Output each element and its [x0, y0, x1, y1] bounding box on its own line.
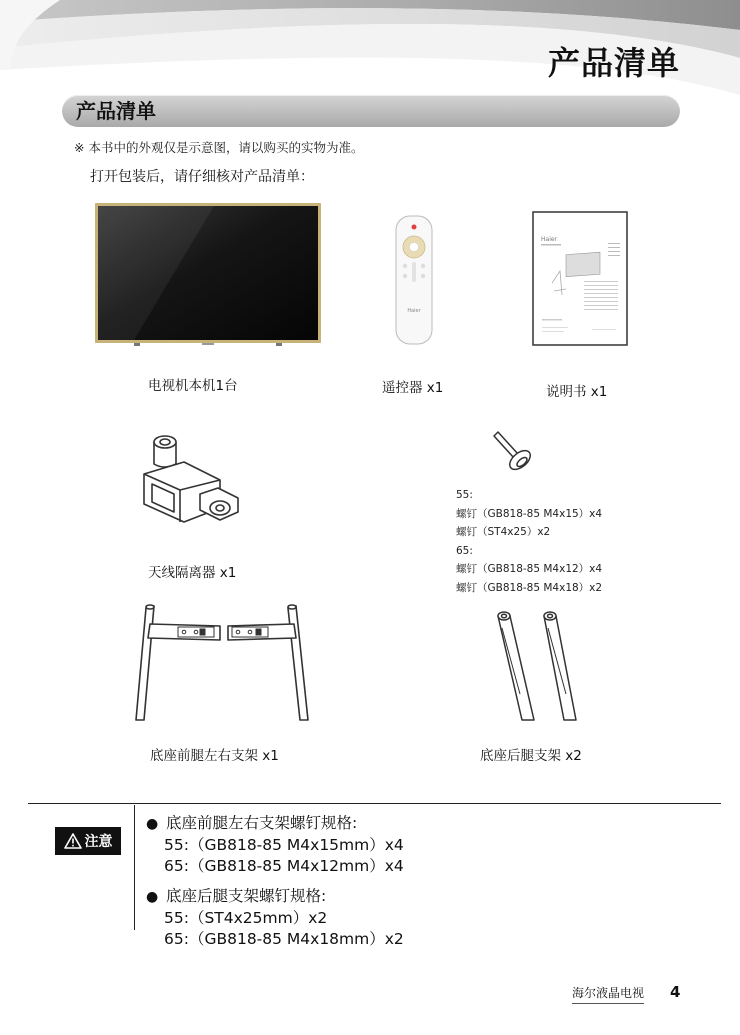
spec-line: 螺钉（GB818-85 M4x18）x2	[456, 581, 603, 594]
tv-illustration	[94, 202, 322, 348]
bullet-rear-65: 65:（GB818-85 M4x18mm）x2	[164, 930, 404, 948]
spec-line: 螺钉（ST4x25）x2	[456, 526, 551, 538]
screw-spec-list	[456, 486, 602, 597]
front-stand-illustration	[122, 600, 322, 724]
screw-illustration	[490, 430, 534, 472]
manual-brand-logo: Haier	[541, 236, 558, 243]
remote-brand-logo: Haier	[407, 308, 421, 314]
bullet-dot-icon: ●	[146, 816, 159, 832]
manual-illustration	[532, 211, 628, 346]
caption-front-stand: 底座前腿左右支架 x1	[150, 748, 279, 764]
bullet-rear-stand	[146, 885, 404, 950]
caption-rear-stand: 底座后腿支架 x2	[480, 748, 582, 764]
bullet-dot-icon: ●	[146, 889, 159, 905]
antenna-isolator-illustration	[140, 428, 244, 528]
footer-brand: 海尔液晶电视	[572, 984, 644, 1004]
remote-illustration	[392, 214, 436, 346]
bullet-front-55: 55:（GB818-85 M4x15mm）x4	[164, 836, 404, 854]
bullet-front-title: 底座前腿左右支架螺钉规格:	[166, 814, 358, 832]
bullet-rear-title: 底座后腿支架螺钉规格:	[166, 887, 327, 905]
instruction-text: 打开包装后，请仔细核对产品清单：	[90, 169, 314, 185]
spec-line: 螺钉（GB818-85 M4x12）x4	[456, 563, 603, 575]
spec-line: 55:	[456, 489, 473, 501]
warning-bullets	[146, 812, 404, 958]
caption-remote: 遥控器 x1	[382, 380, 444, 396]
disclaimer-note: ※ 本书中的外观仅是示意图，请以购买的实物为准。	[74, 140, 364, 155]
caption-manual: 说明书 x1	[546, 384, 608, 400]
warning-label: 注意	[84, 834, 113, 850]
section-divider	[28, 803, 721, 804]
bullet-front-65: 65:（GB818-85 M4x12mm）x4	[164, 857, 404, 875]
bullet-front-stand	[146, 812, 404, 877]
spec-line: 螺钉（GB818-85 M4x15）x4	[456, 507, 603, 520]
bullet-rear-55: 55:（ST4x25mm）x2	[164, 909, 328, 927]
page-number: 4	[670, 983, 681, 1001]
rear-stand-illustration	[490, 604, 590, 726]
section-title: 产品清单	[76, 99, 156, 123]
caption-antenna-isolator: 天线隔离器 x1	[148, 565, 237, 581]
warning-divider	[134, 805, 135, 930]
spec-line: 65:	[456, 544, 473, 557]
caption-tv: 电视机本机1台	[148, 378, 238, 394]
warning-badge	[55, 827, 121, 855]
page-title: 产品清单	[547, 44, 680, 82]
warning-triangle-icon	[64, 833, 82, 849]
